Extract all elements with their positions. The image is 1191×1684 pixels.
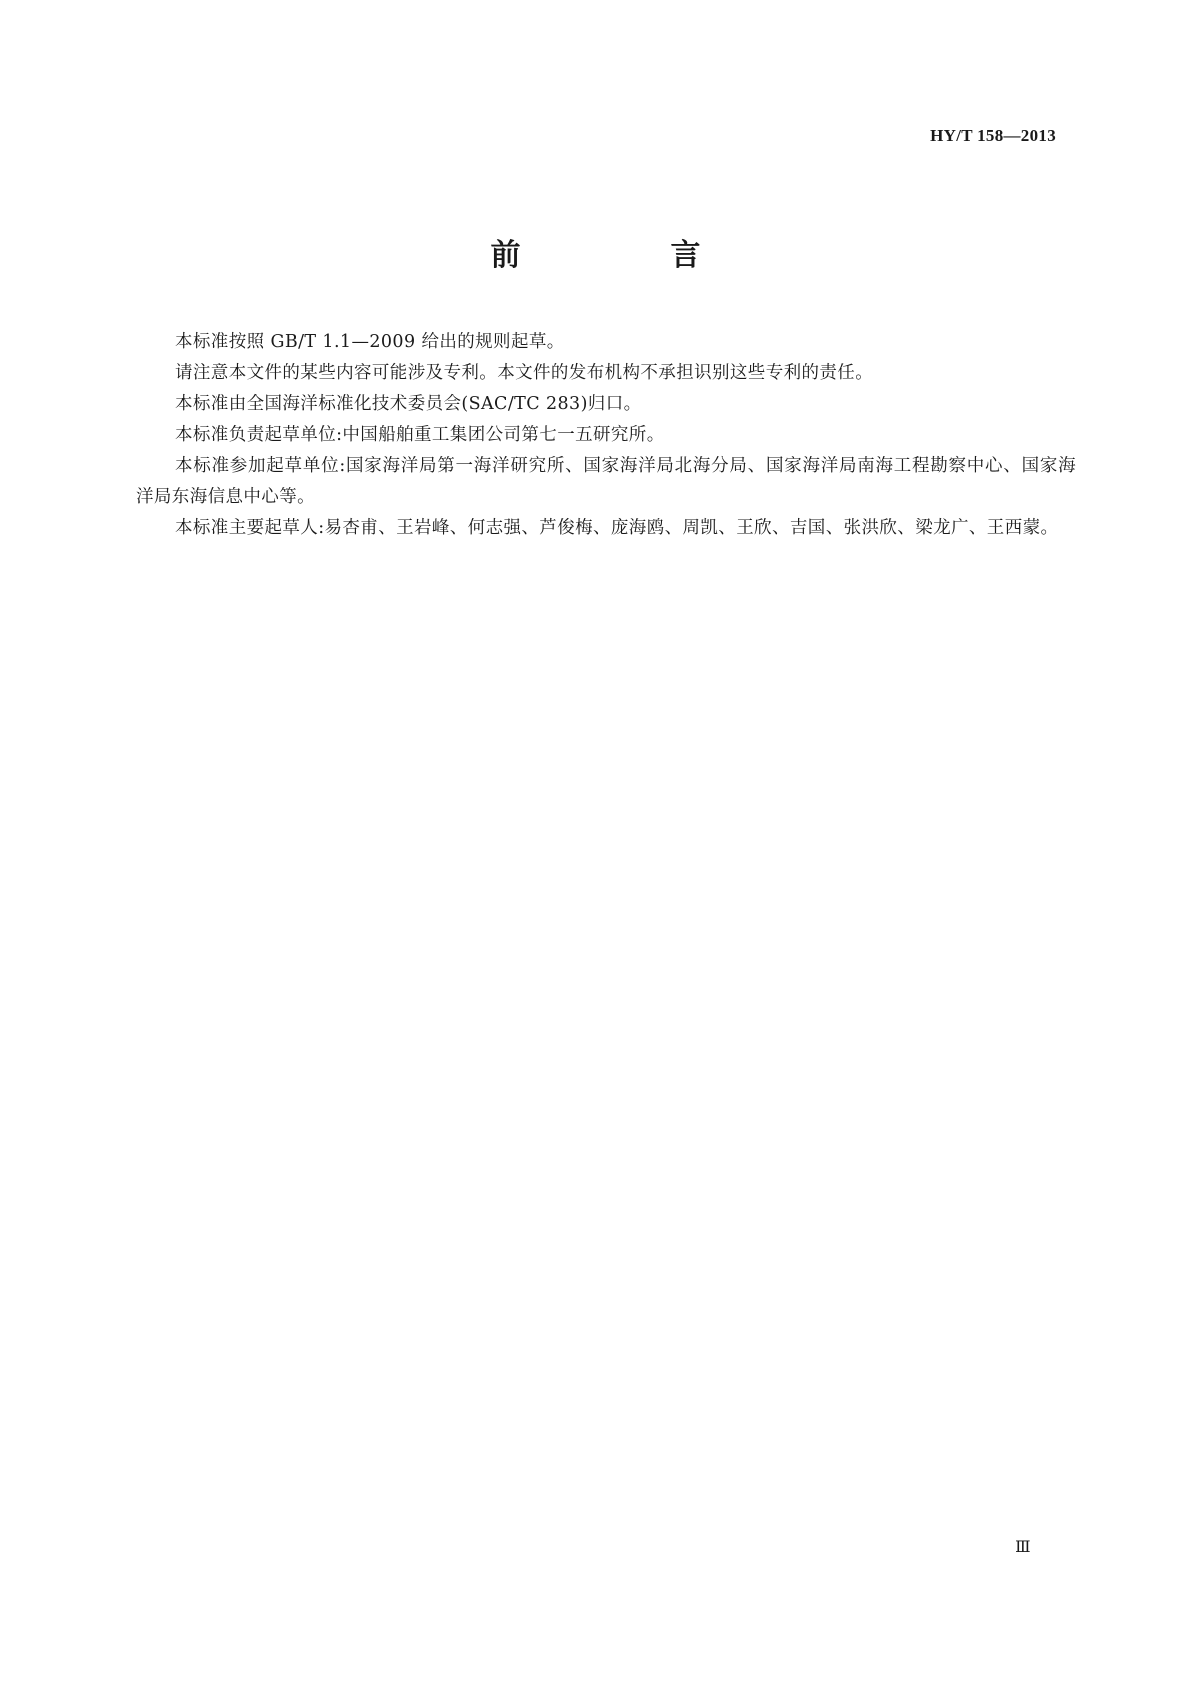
foreword-body: [136, 327, 1076, 544]
paragraph-responsible-unit: 本标准负责起草单位:中国船舶重工集团公司第七一五研究所。: [175, 425, 665, 445]
page-number: Ⅲ: [1015, 1539, 1031, 1556]
paragraph-patent-notice: 请注意本文件的某些内容可能涉及专利。本文件的发布机构不承担识别这些专利的责任。: [175, 363, 874, 383]
page-title: 前 言: [490, 238, 761, 273]
paragraph-drafting-rules: 本标准按照 GB/T 1.1—2009 给出的规则起草。: [175, 332, 565, 352]
standard-code: HY/T 158—2013: [930, 126, 1056, 145]
paragraph-centralized-by: 本标准由全国海洋标准化技术委员会(SAC/TC 283)归口。: [175, 394, 642, 414]
paragraph-main-drafters: 本标准主要起草人:易杏甫、王岩峰、何志强、芦俊梅、庞海鸥、周凯、王欣、吉国、张洪欣、梁龙广、王西蒙。: [175, 518, 1059, 538]
paragraph-participating-units: 本标准参加起草单位:国家海洋局第一海洋研究所、国家海洋局北海分局、国家海洋局南海工程勘察中心、国家海洋局东海信息中心等。: [136, 456, 1076, 507]
